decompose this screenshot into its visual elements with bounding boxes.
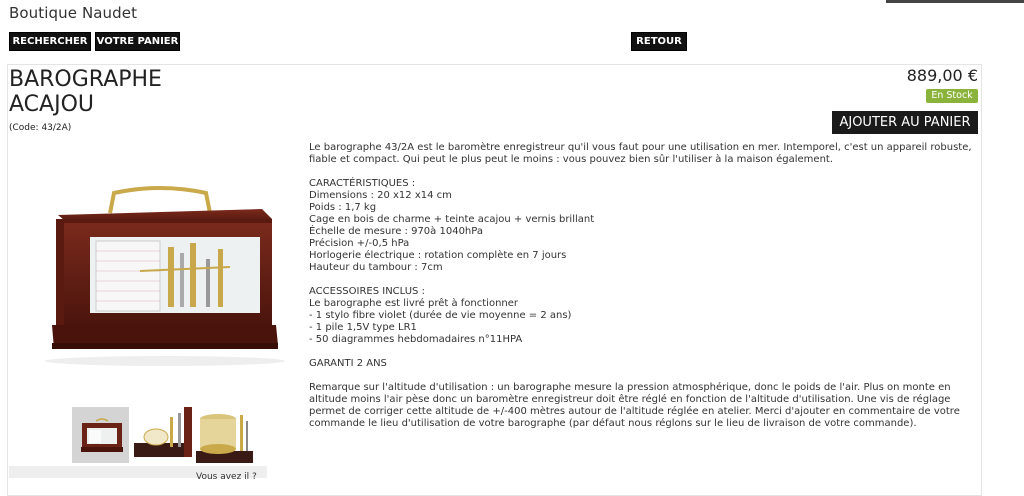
accessory-item: - 1 stylo fibre violet (durée de vie moyenne = 2 ans) [309,310,572,321]
cart-button[interactable]: VOTRE PANIER [95,32,180,51]
product-description [309,142,979,430]
characteristic-item: Horlogerie électrique : rotation complète en 7 jours [309,250,567,261]
accessory-item: - 1 pile 1,5V type LR1 [309,322,417,333]
product-title-line2: ACAJOU [9,92,94,117]
product-thumbnail[interactable] [196,407,253,463]
description-intro: Le barographe 43/2A est le baromètre enregistreur qu'il vous faut pour une utilisation en mer. Intemporel, c'est un appareil robuste, fiable et compact. Qui peut le plus peut le moins : vous pouvez bien sûr l'utiliser à la maison également. [309,142,972,165]
characteristic-item: Cage en bois de charme + teinte acajou + vernis brillant [309,214,595,225]
characteristic-item: Poids : 1,7 kg [309,202,377,213]
top-bar-mark [886,0,1024,3]
shop-title: Boutique Naudet [9,4,138,22]
add-to-cart-button[interactable]: AJOUTER AU PANIER [832,111,978,134]
stock-badge: En Stock [926,89,978,103]
product-main-image[interactable] [30,175,288,370]
bottom-partial-text: Vous avez il ? [196,472,257,482]
characteristics-heading: CARACTÉRISTIQUES : [309,178,416,189]
back-button[interactable]: RETOUR [631,32,687,51]
product-code: (Code: 43/2A) [9,123,72,133]
accessory-item: - 50 diagrammes hebdomadaires n°11HPA [309,334,523,345]
product-thumbnail[interactable] [72,407,129,463]
characteristic-item: Hauteur du tambour : 7cm [309,262,443,273]
product-title-line1: BAROGRAPHE [9,67,162,92]
product-thumbnail[interactable] [134,407,192,463]
altitude-remark: Remarque sur l'altitude d'utilisation : un barographe mesure la pression atmosphérique, donc le poids de l'air. Plus on monte en altitude moins l'air pèse donc un baromètre enregistreur doit être réglé en fonction de l'altitude d'utilisation. Une vis de réglage permet de corriger cette altitude de +/-400 mètres autour de l'altitude réglée en atelier. Merci d'ajouter en commentaire de votre commande le lieu d'utilisation de votre barographe (par défaut nous réglons sur le lieu de livraison de votre commande). [309,382,960,429]
product-price: 889,00 € [906,66,978,85]
characteristic-item: Précision +/-0,5 hPa [309,238,410,249]
product-title [9,67,209,117]
accessories-heading: ACCESSOIRES INCLUS : [309,286,425,297]
characteristic-item: Échelle de mesure : 970à 1040hPa [309,226,483,237]
search-button[interactable]: RECHERCHER [9,32,91,51]
accessory-item: Le barographe est livré prêt à fonctionner [309,298,519,309]
characteristic-item: Dimensions : 20 x12 x14 cm [309,190,452,201]
warranty-text: GARANTI 2 ANS [309,358,387,369]
